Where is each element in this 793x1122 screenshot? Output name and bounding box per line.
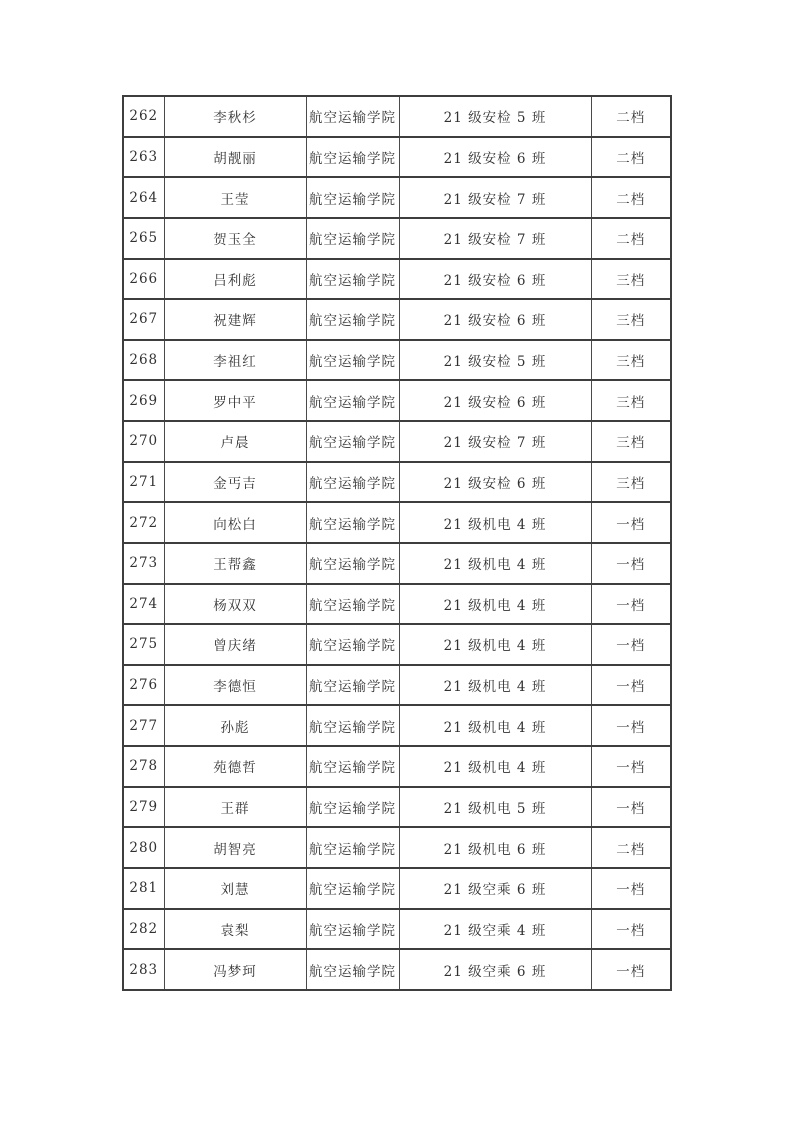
cell-college: 航空运输学院 (306, 137, 399, 178)
cell-class: 21 级空乘 6 班 (399, 868, 591, 909)
cell-tier: 三档 (591, 340, 671, 381)
cell-tier: 三档 (591, 462, 671, 503)
cell-tier: 三档 (591, 259, 671, 300)
table-row (123, 299, 671, 340)
cell-college: 航空运输学院 (306, 299, 399, 340)
cell-college: 航空运输学院 (306, 705, 399, 746)
cell-student-name: 苑德哲 (164, 746, 306, 787)
cell-college: 航空运输学院 (306, 624, 399, 665)
cell-tier: 二档 (591, 137, 671, 178)
cell-college: 航空运输学院 (306, 259, 399, 300)
cell-student-name: 罗中平 (164, 380, 306, 421)
cell-college: 航空运输学院 (306, 421, 399, 462)
cell-class: 21 级机电 6 班 (399, 827, 591, 868)
cell-class: 21 级安检 7 班 (399, 421, 591, 462)
table-row (123, 177, 671, 218)
table-row (123, 949, 671, 990)
table-row (123, 624, 671, 665)
cell-college: 航空运输学院 (306, 665, 399, 706)
table-row (123, 421, 671, 462)
cell-college: 航空运输学院 (306, 543, 399, 584)
cell-row-number: 274 (123, 584, 164, 625)
cell-college: 航空运输学院 (306, 787, 399, 828)
cell-row-number: 282 (123, 909, 164, 950)
cell-row-number: 272 (123, 502, 164, 543)
cell-row-number: 279 (123, 787, 164, 828)
cell-college: 航空运输学院 (306, 949, 399, 990)
cell-row-number: 278 (123, 746, 164, 787)
cell-class: 21 级机电 4 班 (399, 543, 591, 584)
cell-tier: 一档 (591, 502, 671, 543)
cell-student-name: 孙彪 (164, 705, 306, 746)
cell-class: 21 级安检 6 班 (399, 462, 591, 503)
cell-college: 航空运输学院 (306, 218, 399, 259)
cell-student-name: 李祖红 (164, 340, 306, 381)
cell-college: 航空运输学院 (306, 868, 399, 909)
cell-row-number: 275 (123, 624, 164, 665)
cell-class: 21 级安检 5 班 (399, 340, 591, 381)
table-row (123, 665, 671, 706)
cell-row-number: 281 (123, 868, 164, 909)
cell-tier: 一档 (591, 949, 671, 990)
cell-college: 航空运输学院 (306, 380, 399, 421)
table-row (123, 584, 671, 625)
cell-row-number: 262 (123, 96, 164, 137)
cell-tier: 三档 (591, 299, 671, 340)
cell-tier: 二档 (591, 827, 671, 868)
table-row (123, 380, 671, 421)
cell-class: 21 级机电 4 班 (399, 584, 591, 625)
table-row (123, 868, 671, 909)
table-row (123, 746, 671, 787)
cell-college: 航空运输学院 (306, 584, 399, 625)
cell-student-name: 刘慧 (164, 868, 306, 909)
cell-tier: 一档 (591, 746, 671, 787)
cell-row-number: 264 (123, 177, 164, 218)
cell-college: 航空运输学院 (306, 827, 399, 868)
cell-student-name: 金丐吉 (164, 462, 306, 503)
cell-class: 21 级安检 6 班 (399, 137, 591, 178)
cell-college: 航空运输学院 (306, 177, 399, 218)
cell-row-number: 271 (123, 462, 164, 503)
table-row (123, 96, 671, 137)
cell-class: 21 级安检 5 班 (399, 96, 591, 137)
table-row (123, 340, 671, 381)
cell-college: 航空运输学院 (306, 462, 399, 503)
cell-student-name: 袁梨 (164, 909, 306, 950)
cell-tier: 一档 (591, 624, 671, 665)
student-roster-table (122, 95, 672, 991)
cell-student-name: 王帮鑫 (164, 543, 306, 584)
cell-class: 21 级安检 6 班 (399, 299, 591, 340)
cell-student-name: 李秋杉 (164, 96, 306, 137)
cell-student-name: 冯梦珂 (164, 949, 306, 990)
roster-table-body (123, 96, 671, 990)
cell-class: 21 级机电 4 班 (399, 502, 591, 543)
cell-student-name: 胡智亮 (164, 827, 306, 868)
cell-student-name: 王群 (164, 787, 306, 828)
table-row (123, 827, 671, 868)
cell-class: 21 级机电 4 班 (399, 705, 591, 746)
cell-class: 21 级机电 4 班 (399, 665, 591, 706)
cell-tier: 二档 (591, 96, 671, 137)
cell-tier: 三档 (591, 380, 671, 421)
cell-class: 21 级安检 7 班 (399, 177, 591, 218)
cell-tier: 一档 (591, 665, 671, 706)
cell-student-name: 卢晨 (164, 421, 306, 462)
cell-row-number: 267 (123, 299, 164, 340)
cell-tier: 二档 (591, 218, 671, 259)
cell-class: 21 级机电 5 班 (399, 787, 591, 828)
cell-student-name: 杨双双 (164, 584, 306, 625)
cell-student-name: 吕利彪 (164, 259, 306, 300)
table-row (123, 909, 671, 950)
cell-class: 21 级空乘 4 班 (399, 909, 591, 950)
cell-row-number: 266 (123, 259, 164, 300)
table-row (123, 502, 671, 543)
cell-tier: 一档 (591, 909, 671, 950)
cell-tier: 一档 (591, 787, 671, 828)
cell-college: 航空运输学院 (306, 502, 399, 543)
cell-class: 21 级空乘 6 班 (399, 949, 591, 990)
table-row (123, 218, 671, 259)
cell-college: 航空运输学院 (306, 909, 399, 950)
cell-student-name: 王莹 (164, 177, 306, 218)
cell-student-name: 胡靓丽 (164, 137, 306, 178)
table-row (123, 259, 671, 300)
table-row (123, 787, 671, 828)
cell-row-number: 277 (123, 705, 164, 746)
cell-college: 航空运输学院 (306, 96, 399, 137)
cell-row-number: 280 (123, 827, 164, 868)
cell-row-number: 276 (123, 665, 164, 706)
cell-class: 21 级安检 6 班 (399, 380, 591, 421)
cell-class: 21 级安检 7 班 (399, 218, 591, 259)
cell-student-name: 向松白 (164, 502, 306, 543)
table-row (123, 137, 671, 178)
cell-row-number: 263 (123, 137, 164, 178)
cell-row-number: 268 (123, 340, 164, 381)
cell-row-number: 270 (123, 421, 164, 462)
cell-student-name: 李德恒 (164, 665, 306, 706)
cell-student-name: 祝建辉 (164, 299, 306, 340)
cell-tier: 一档 (591, 543, 671, 584)
table-row (123, 543, 671, 584)
cell-row-number: 269 (123, 380, 164, 421)
cell-tier: 一档 (591, 584, 671, 625)
table-row (123, 705, 671, 746)
cell-class: 21 级安检 6 班 (399, 259, 591, 300)
cell-row-number: 265 (123, 218, 164, 259)
cell-class: 21 级机电 4 班 (399, 624, 591, 665)
cell-tier: 一档 (591, 705, 671, 746)
cell-tier: 三档 (591, 421, 671, 462)
table-row (123, 462, 671, 503)
cell-student-name: 曾庆绪 (164, 624, 306, 665)
cell-row-number: 273 (123, 543, 164, 584)
cell-class: 21 级机电 4 班 (399, 746, 591, 787)
cell-tier: 二档 (591, 177, 671, 218)
cell-college: 航空运输学院 (306, 340, 399, 381)
cell-row-number: 283 (123, 949, 164, 990)
cell-tier: 一档 (591, 868, 671, 909)
cell-college: 航空运输学院 (306, 746, 399, 787)
cell-student-name: 贺玉全 (164, 218, 306, 259)
